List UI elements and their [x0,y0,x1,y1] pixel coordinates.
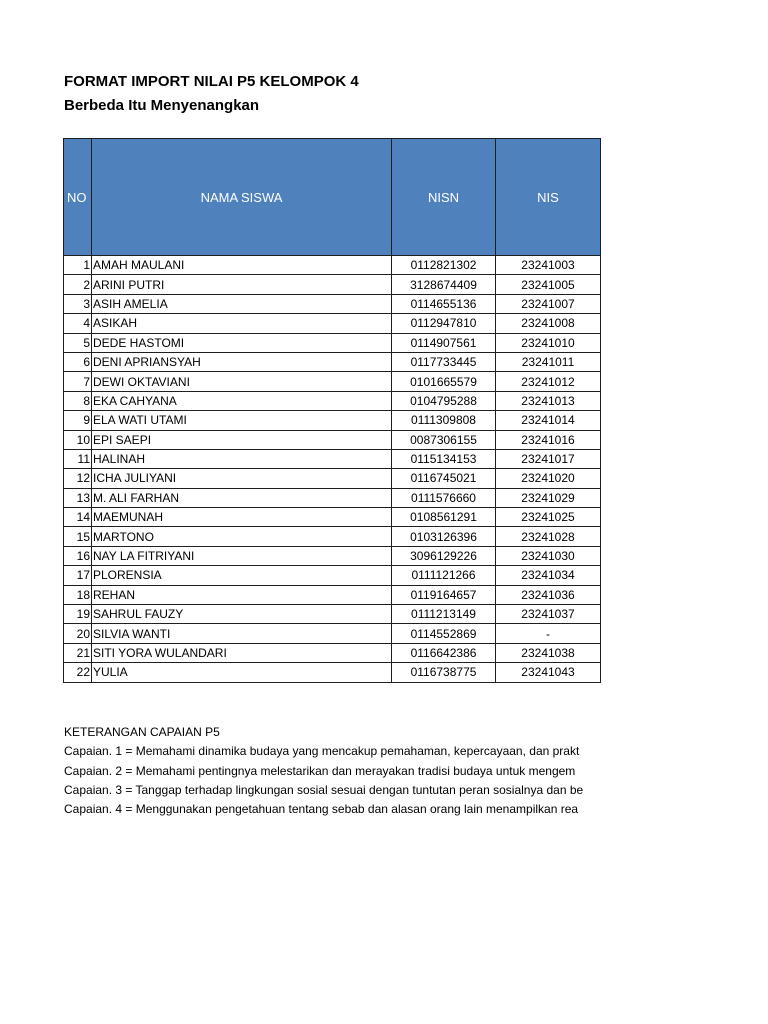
cell-nama-siswa[interactable]: YULIA [92,663,392,682]
cell-nama-siswa[interactable]: DENI APRIANSYAH [92,352,392,371]
cell-nis[interactable]: 23241030 [496,546,601,565]
cell-nis[interactable]: 23241014 [496,411,601,430]
table-row [64,352,601,371]
note-line: Capaian. 4 = Menggunakan pengetahuan tentang sebab dan alasan orang lain menampilkan rea [64,802,579,817]
cell-no[interactable]: 15 [64,527,92,546]
column-header-nis[interactable]: NIS [496,139,601,256]
table-row [64,294,601,313]
cell-no[interactable]: 5 [64,333,92,352]
cell-no[interactable]: 1 [64,256,92,275]
cell-nisn[interactable]: 0115134153 [392,449,496,468]
cell-no[interactable]: 14 [64,508,92,527]
column-header-nisn[interactable]: NISN [392,139,496,256]
cell-nisn[interactable]: 0119164657 [392,585,496,604]
cell-nis[interactable]: 23241003 [496,256,601,275]
cell-nisn[interactable]: 0114552869 [392,624,496,643]
table-row [64,624,601,643]
column-header-nama[interactable]: NAMA SISWA [92,139,392,256]
note-line: Capaian. 1 = Memahami dinamika budaya yang mencakup pemahaman, kepercayaan, dan prakt [64,744,580,759]
cell-no[interactable]: 4 [64,314,92,333]
table-row [64,566,601,585]
cell-nis[interactable]: 23241038 [496,643,601,662]
cell-nisn[interactable]: 0112821302 [392,256,496,275]
cell-nama-siswa[interactable]: PLORENSIA [92,566,392,585]
cell-nis[interactable]: 23241028 [496,527,601,546]
cell-nama-siswa[interactable]: MAEMUNAH [92,508,392,527]
cell-nama-siswa[interactable]: EPI SAEPI [92,430,392,449]
cell-nis[interactable]: 23241013 [496,391,601,410]
cell-nisn[interactable]: 0103126396 [392,527,496,546]
cell-nis[interactable]: 23241005 [496,275,601,294]
cell-nama-siswa[interactable]: SAHRUL FAUZY [92,605,392,624]
cell-nisn[interactable]: 0114655136 [392,294,496,313]
cell-no[interactable]: 16 [64,546,92,565]
cell-nis[interactable]: 23241029 [496,488,601,507]
cell-nisn[interactable]: 0111213149 [392,605,496,624]
table-row [64,411,601,430]
table-row [64,643,601,662]
cell-nama-siswa[interactable]: ICHA JULIYANI [92,469,392,488]
table-row [64,527,601,546]
cell-nisn[interactable]: 0104795288 [392,391,496,410]
cell-no[interactable]: 19 [64,605,92,624]
cell-nama-siswa[interactable]: ASIKAH [92,314,392,333]
cell-nis[interactable]: 23241020 [496,469,601,488]
cell-nama-siswa[interactable]: ARINI PUTRI [92,275,392,294]
cell-nama-siswa[interactable]: EKA CAHYANA [92,391,392,410]
table-row [64,449,601,468]
cell-nisn[interactable]: 0114907561 [392,333,496,352]
cell-nisn[interactable]: 0087306155 [392,430,496,449]
cell-no[interactable]: 11 [64,449,92,468]
cell-nis[interactable]: 23241010 [496,333,601,352]
cell-nis[interactable]: 23241012 [496,372,601,391]
page-subtitle: Berbeda Itu Menyenangkan [64,97,260,114]
cell-nisn[interactable]: 0112947810 [392,314,496,333]
cell-no[interactable]: 9 [64,411,92,430]
cell-nis[interactable]: 23241017 [496,449,601,468]
cell-nama-siswa[interactable]: AMAH MAULANI [92,256,392,275]
cell-nisn[interactable]: 0116745021 [392,469,496,488]
cell-nama-siswa[interactable]: ASIH AMELIA [92,294,392,313]
cell-no[interactable]: 12 [64,469,92,488]
table-row [64,508,601,527]
cell-no[interactable]: 10 [64,430,92,449]
cell-nama-siswa[interactable]: DEDE HASTOMI [92,333,392,352]
table-row [64,663,601,682]
cell-no[interactable]: 20 [64,624,92,643]
cell-nisn[interactable]: 3096129226 [392,546,496,565]
cell-nama-siswa[interactable]: SITI YORA WULANDARI [92,643,392,662]
notes-section [64,723,601,819]
cell-nis[interactable]: 23241011 [496,352,601,371]
cell-nis[interactable]: 23241037 [496,605,601,624]
table-row [64,256,601,275]
cell-no[interactable]: 22 [64,663,92,682]
table-body [64,256,601,683]
table-row [64,546,601,565]
cell-no[interactable]: 18 [64,585,92,604]
cell-nisn[interactable]: 0111309808 [392,411,496,430]
table-row [64,605,601,624]
cell-nama-siswa[interactable]: DEWI OKTAVIANI [92,372,392,391]
table-header-row [64,139,601,256]
cell-no[interactable]: 6 [64,352,92,371]
cell-no[interactable]: 17 [64,566,92,585]
page-title: FORMAT IMPORT NILAI P5 KELOMPOK 4 [64,73,359,90]
table-row [64,585,601,604]
table-row [64,314,601,333]
table-row [64,430,601,449]
cell-no[interactable]: 8 [64,391,92,410]
cell-nis[interactable]: 23241016 [496,430,601,449]
cell-nisn[interactable]: 0111576660 [392,488,496,507]
student-table [63,138,601,683]
table-row [64,488,601,507]
note-line: Capaian. 2 = Memahami pentingnya melestarikan dan merayakan tradisi budaya untuk mengem [64,763,576,778]
note-line: Capaian. 3 = Tanggap terhadap lingkungan sosial sesuai dengan tuntutan peran sosialnya dan be [64,782,584,797]
cell-nisn[interactable]: 0116738775 [392,663,496,682]
cell-nisn[interactable]: 0116642386 [392,643,496,662]
cell-nama-siswa[interactable]: HALINAH [92,449,392,468]
cell-nis[interactable]: 23241034 [496,566,601,585]
cell-no[interactable]: 13 [64,488,92,507]
cell-nis[interactable]: 23241036 [496,585,601,604]
cell-nisn[interactable]: 0117733445 [392,352,496,371]
table-row [64,333,601,352]
cell-nama-siswa[interactable]: REHAN [92,585,392,604]
notes-heading: KETERANGAN CAPAIAN P5 [64,725,220,739]
cell-no[interactable]: 3 [64,294,92,313]
table-row [64,469,601,488]
cell-nis[interactable]: - [496,624,601,643]
cell-no[interactable]: 2 [64,275,92,294]
cell-nisn[interactable]: 3128674409 [392,275,496,294]
cell-nama-siswa[interactable]: ELA WATI UTAMI [92,411,392,430]
cell-nisn[interactable]: 0108561291 [392,508,496,527]
cell-nis[interactable]: 23241043 [496,663,601,682]
cell-nis[interactable]: 23241008 [496,314,601,333]
column-header-no[interactable]: NO [64,139,92,256]
cell-nama-siswa[interactable]: SILVIA WANTI [92,624,392,643]
cell-nama-siswa[interactable]: MARTONO [92,527,392,546]
cell-no[interactable]: 21 [64,643,92,662]
cell-nisn[interactable]: 0111121266 [392,566,496,585]
cell-nama-siswa[interactable]: NAY LA FITRIYANI [92,546,392,565]
table-row [64,275,601,294]
cell-nama-siswa[interactable]: M. ALI FARHAN [92,488,392,507]
cell-nis[interactable]: 23241007 [496,294,601,313]
cell-no[interactable]: 7 [64,372,92,391]
cell-nisn[interactable]: 0101665579 [392,372,496,391]
table-row [64,372,601,391]
table-row [64,391,601,410]
cell-nis[interactable]: 23241025 [496,508,601,527]
